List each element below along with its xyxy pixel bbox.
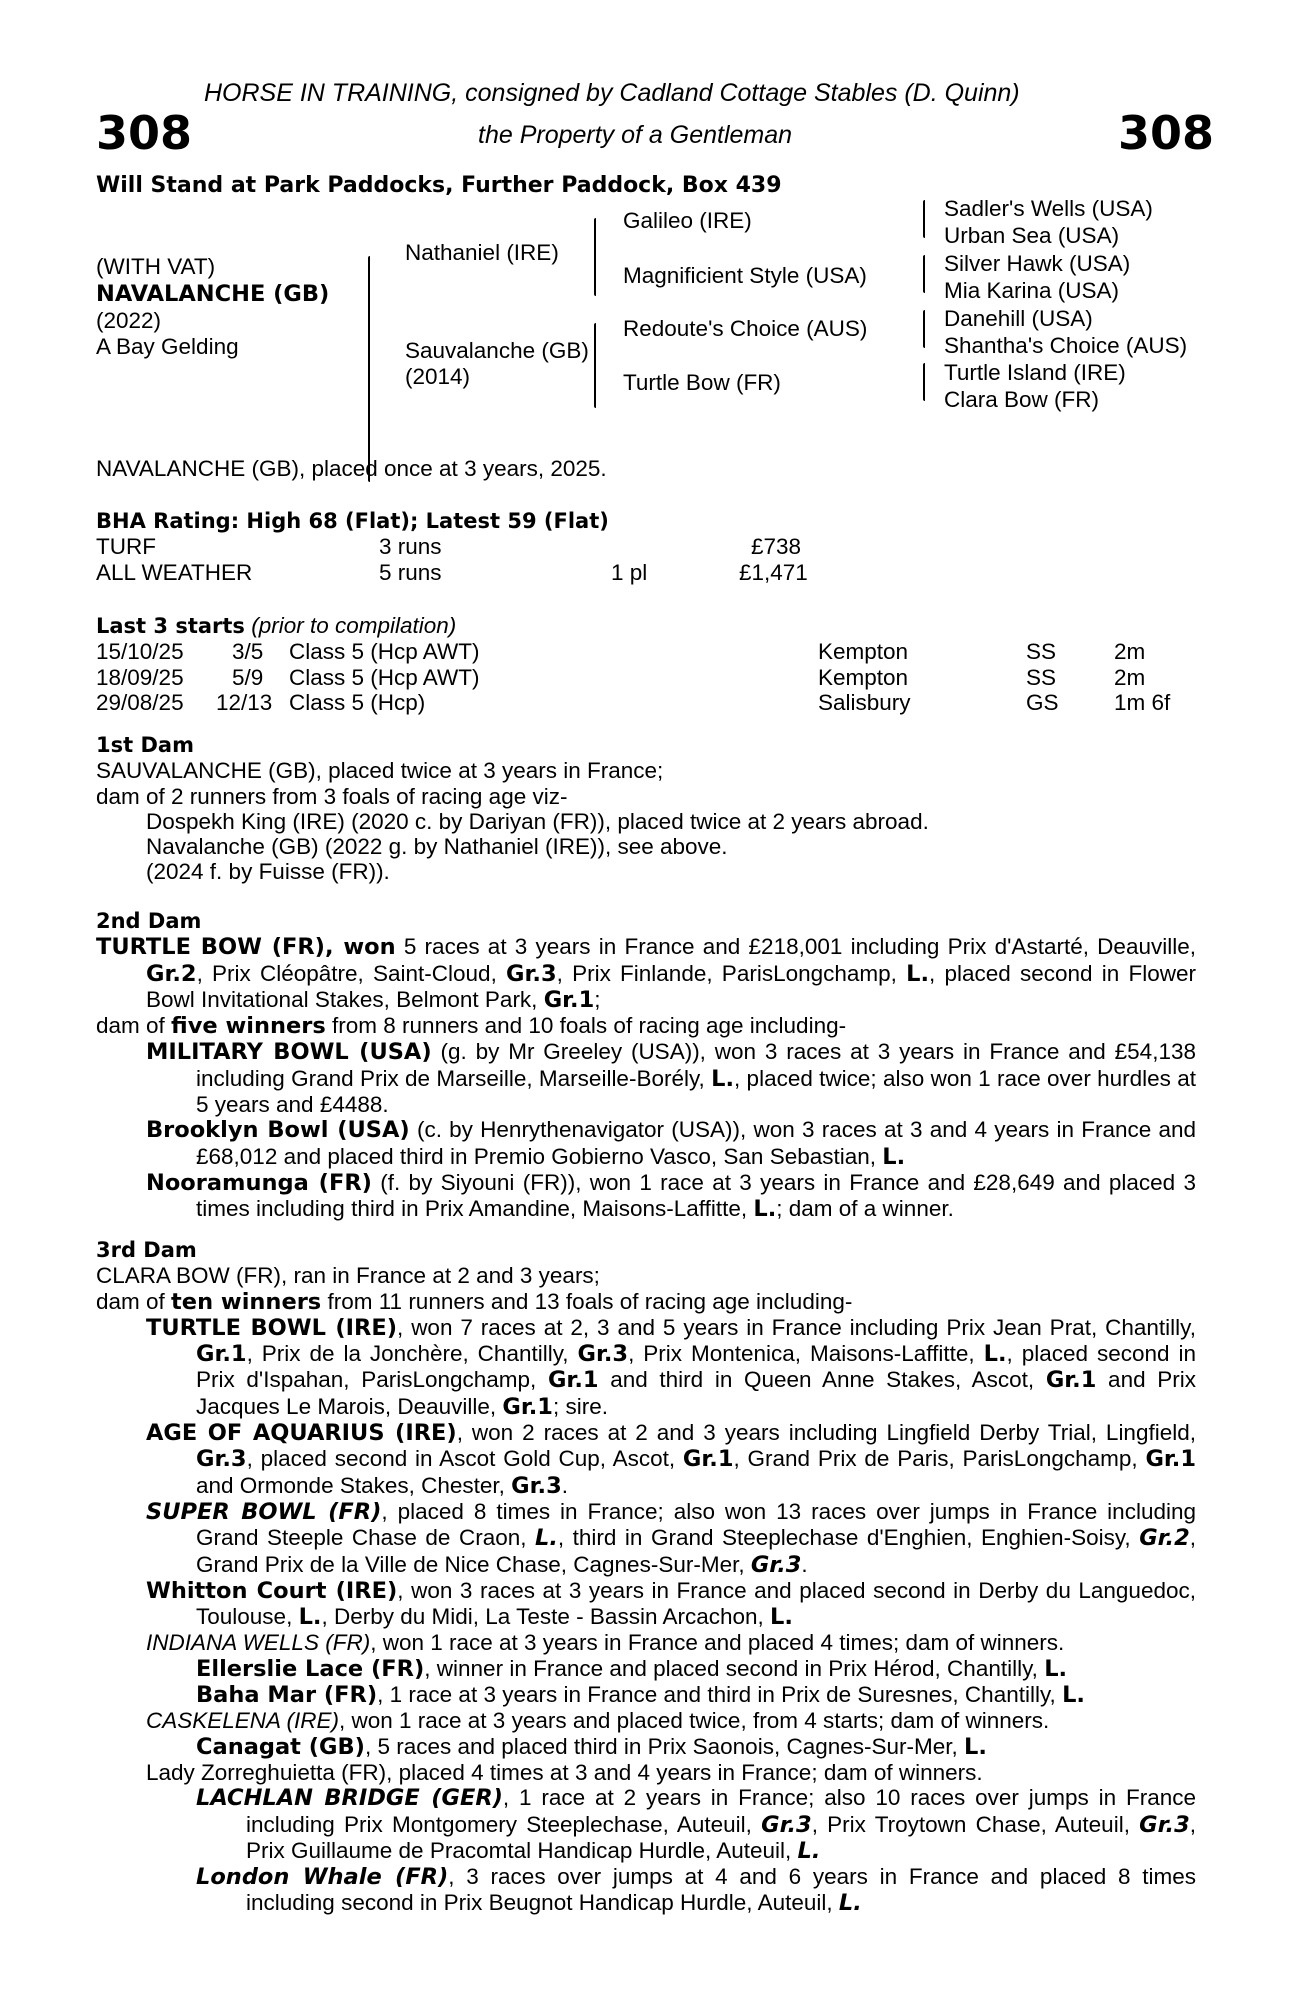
grade-label: Gr.1	[502, 1393, 553, 1420]
start-class: Class 5 (Hcp AWT)	[289, 639, 480, 665]
first-dam-title: 1st Dam	[96, 733, 194, 757]
rating-earnings: £1,471	[739, 559, 808, 585]
produce-name: Baha Mar (FR)	[196, 1682, 378, 1709]
rating-section	[96, 509, 1196, 585]
great-grandsire-4: Turtle Island (IRE)	[944, 360, 1126, 385]
produce-text: , third in Grand Steeplechase d'Enghien, Enghien-Soisy,	[557, 1525, 1140, 1551]
record-text: , Prix Cléopâtre, Saint-Cloud,	[196, 960, 507, 986]
third-dam-section	[96, 1238, 1196, 1917]
produce-name: MILITARY BOWL (USA)	[146, 1039, 432, 1066]
produce-entry	[96, 1117, 1196, 1170]
listed-label: L.	[838, 1890, 862, 1917]
grade-label: Gr.3	[750, 1551, 802, 1578]
dam-of-text: dam of	[96, 1013, 172, 1039]
produce-text: .	[561, 1472, 568, 1498]
produce-name: TURTLE BOWL (IRE)	[146, 1314, 398, 1341]
produce-entry	[96, 1420, 1196, 1499]
rating-row-turf	[96, 534, 1196, 559]
listed-label: L.	[1062, 1682, 1085, 1709]
produce-entry	[96, 1170, 1196, 1223]
consignment-line: HORSE IN TRAINING, consigned by Cadland Cottage Stables (D. Quinn)	[204, 79, 1020, 107]
grade-label: Gr.3	[196, 1446, 247, 1473]
produce-entry	[96, 1630, 1196, 1655]
brace-gg-3	[923, 310, 925, 348]
rating-runs: 3 runs	[379, 534, 442, 560]
start-position: 5/9	[232, 664, 264, 690]
rating-row-aw	[96, 560, 1196, 585]
second-dam-produce-line	[96, 1013, 1196, 1039]
produce-name: Nooramunga (FR)	[146, 1169, 372, 1196]
second-dam-name: TURTLE BOW (FR)	[96, 934, 325, 961]
rating-surface: ALL WEATHER	[96, 559, 253, 585]
produce-text: (f. by Siyouni (FR)), won 1 race at 3 years in France and £28,649 and placed 3 times including third in Prix Amandine, Maisons-Laffitte,	[196, 1169, 1197, 1222]
start-course: Kempton	[818, 639, 909, 665]
horse-name: NAVALANCHE (GB)	[96, 281, 330, 307]
produce-text: , won 7 races at 2, 3 and 5 years in France including Prix Jean Prat, Chantilly,	[397, 1314, 1196, 1340]
foaling-year: (2022)	[96, 308, 162, 333]
record-text: , placed second in Flower Bowl Invitational Stakes, Belmont Park,	[146, 960, 1196, 1012]
listed-label: L.	[906, 960, 930, 987]
lot-number-left: 308	[96, 106, 193, 160]
grade-label: Gr.3	[1139, 1811, 1190, 1838]
start-position: 3/5	[232, 639, 264, 665]
grade-label: Gr.1	[682, 1446, 734, 1473]
produce-text: ; dam of a winner.	[776, 1196, 954, 1222]
start-row	[96, 690, 1196, 715]
produce-name: SUPER BOWL (FR)	[146, 1498, 382, 1525]
grade-label: Gr.1	[547, 1367, 599, 1394]
great-granddam-2: Mia Karina (USA)	[944, 278, 1120, 303]
brace-sire-dam	[368, 256, 370, 482]
produce-text: (c. by Henrythenavigator (USA)), won 3 races at 3 and 4 years in France and £68,012 and placed third in Premio Gobierno Vasco, San Sebastian,	[196, 1117, 1197, 1169]
produce-name: LACHLAN BRIDGE (GER)	[196, 1785, 503, 1812]
produce-entry	[96, 1734, 1196, 1760]
first-dam-produce-1: Dospekh King (IRE) (2020 c. by Dariyan (FR)), placed twice at 2 years abroad.	[146, 808, 929, 834]
start-going: GS	[1026, 689, 1059, 715]
produce-entry	[96, 1499, 1196, 1578]
first-dam-line-2: dam of 2 runners from 3 foals of racing age viz-	[96, 783, 568, 809]
produce-entry	[96, 1708, 1196, 1733]
brace-sire-line	[594, 218, 596, 296]
produce-name: CASKELENA (IRE)	[146, 1708, 339, 1734]
produce-name: Brooklyn Bowl (USA)	[146, 1117, 410, 1144]
listed-label: L.	[711, 1065, 734, 1092]
produce-text: and Prix Jacques Le Marois, Deauville,	[196, 1367, 1197, 1419]
listed-label: L.	[753, 1196, 777, 1223]
third-dam-line-1: CLARA BOW (FR), ran in France at 2 and 3 years;	[96, 1263, 600, 1289]
produce-entry	[96, 1864, 1196, 1917]
produce-text: , 5 races and placed third in Prix Saonois, Cagnes-Sur-Mer,	[364, 1733, 965, 1759]
second-dam-section	[96, 909, 1196, 1223]
rating-runs: 5 runs	[379, 559, 442, 585]
property-line: the Property of a Gentleman	[478, 121, 793, 149]
grade-label: Gr.1	[1045, 1367, 1097, 1394]
first-dam-produce-3: (2024 f. by Fuisse (FR)).	[146, 859, 390, 885]
record-text: 5 races at 3 years in France and £218,001 including Prix d'Astarté, Deauville,	[395, 934, 1196, 960]
last-starts-section	[96, 613, 1196, 715]
start-date: 29/08/25	[96, 689, 184, 715]
produce-text: , Prix Troytown Chase, Auteuil,	[811, 1811, 1140, 1837]
produce-text: and Ormonde Stakes, Chester,	[196, 1472, 512, 1498]
listed-label: L.	[535, 1525, 558, 1552]
produce-text: , 3 races over jumps at 4 and 6 years in France and placed 8 times including second in Prix Beugnot Handicap Hurdle, Auteuil,	[246, 1864, 1196, 1916]
listed-label: L.	[882, 1143, 906, 1170]
produce-name: Ellerslie Lace (FR)	[196, 1655, 425, 1682]
dam: Sauvalanche (GB)	[405, 338, 589, 363]
horse-description: A Bay Gelding	[96, 334, 239, 359]
produce-text: , 1 race at 2 years in France; also 10 races over jumps in France including Prix Montgomery Steeplechase, Auteuil,	[246, 1785, 1196, 1837]
start-date: 15/10/25	[96, 639, 184, 665]
produce-text: .	[801, 1551, 808, 1577]
vat-note: (WITH VAT)	[96, 254, 216, 279]
grade-label: Gr.3	[577, 1341, 629, 1368]
dam-year: (2014)	[405, 364, 471, 389]
listed-label: L.	[983, 1341, 1007, 1368]
grade-label: Gr.2	[1139, 1525, 1190, 1552]
produce-text: , placed 8 times in France; also won 13 races over jumps in France including Grand Steeple Chase de Craon,	[196, 1498, 1196, 1551]
start-course: Salisbury	[818, 689, 911, 715]
dam-of-text: from 11 runners and 13 foals of racing age including-	[321, 1288, 853, 1314]
produce-text: (g. by Mr Greeley (USA)), won 3 races at 3 years in France and £54,138 including Grand Prix de Marseille, Marseille-Borély,	[196, 1039, 1196, 1091]
granddam-2: Turtle Bow (FR)	[623, 370, 781, 395]
produce-entry	[96, 1785, 1196, 1864]
listed-label: L.	[298, 1604, 322, 1631]
produce-text: , won 1 race at 3 years and placed twice, from 4 starts; dam of winners.	[338, 1708, 1050, 1734]
produce-text: , Grand Prix de la Ville de Nice Chase, Cagnes-Sur-Mer,	[196, 1525, 1197, 1577]
grade-label: Gr.1	[196, 1341, 247, 1368]
brace-gg-4	[923, 363, 925, 401]
last-starts-header	[96, 613, 1196, 639]
produce-text: , won 2 races at 2 and 3 years including Lingfield Derby Trial, Lingfield,	[456, 1420, 1196, 1446]
listed-label: L.	[964, 1733, 987, 1760]
produce-entry	[96, 1682, 1196, 1708]
produce-entry	[96, 1315, 1196, 1420]
third-dam-produce-line	[96, 1289, 1196, 1315]
start-going: SS	[1026, 664, 1057, 690]
produce-text: , Derby du Midi, La Teste - Bassin Arcachon,	[321, 1604, 771, 1630]
grade-label: Gr.3	[761, 1811, 812, 1838]
record-text: , Prix Finlande, ParisLongchamp,	[556, 960, 907, 986]
produce-entry	[96, 1039, 1196, 1117]
listed-label: L.	[1044, 1655, 1068, 1682]
race-summary: NAVALANCHE (GB), placed once at 3 years, 2025.	[96, 456, 607, 481]
last-starts-title: Last 3 starts	[96, 614, 245, 638]
start-date: 18/09/25	[96, 664, 184, 690]
granddam-1: Magnificient Style (USA)	[623, 263, 867, 288]
produce-text: , placed second in Prix d'Ispahan, ParisLongchamp,	[196, 1341, 1196, 1393]
great-granddam-3: Shantha's Choice (AUS)	[944, 333, 1188, 358]
start-row	[96, 665, 1196, 690]
lot-number-right: 308	[1118, 106, 1215, 160]
first-dam-section	[96, 733, 1196, 885]
start-position: 12/13	[216, 689, 273, 715]
produce-entry: Lady Zorreghuietta (FR), placed 4 times at 3 and 4 years in France; dam of winners.	[146, 1759, 983, 1785]
produce-text: , winner in France and placed second in Prix Hérod, Chantilly,	[424, 1655, 1045, 1681]
produce-name: AGE OF AQUARIUS (IRE)	[146, 1420, 457, 1447]
produce-text: , Prix de la Jonchère, Chantilly,	[246, 1341, 578, 1367]
grade-label: Gr.3	[511, 1472, 562, 1499]
won-label: , won	[324, 934, 396, 961]
sire: Nathaniel (IRE)	[405, 240, 559, 265]
produce-entry	[96, 1578, 1196, 1631]
produce-text: , Prix Montenica, Maisons-Laffitte,	[628, 1341, 984, 1367]
second-dam-paragraph	[96, 934, 1196, 1013]
produce-name: London Whale (FR)	[196, 1864, 449, 1891]
brace-dam-line	[594, 323, 596, 408]
grade-label: Gr.1	[1145, 1446, 1196, 1473]
last-starts-note: (prior to compilation)	[251, 613, 457, 638]
grade-label: Gr.1	[543, 986, 595, 1013]
produce-text: , Grand Prix de Paris, ParisLongchamp,	[733, 1446, 1146, 1472]
record-text: ;	[594, 986, 601, 1012]
third-dam-title: 3rd Dam	[96, 1238, 197, 1262]
winners-count: ten winners	[171, 1288, 322, 1315]
grade-label: Gr.3	[506, 960, 557, 987]
start-row	[96, 639, 1196, 664]
listed-label: L.	[770, 1604, 793, 1631]
dam-of-text: from 8 runners and 10 foals of racing age including-	[325, 1013, 847, 1039]
produce-name: INDIANA WELLS (FR)	[146, 1630, 371, 1656]
great-granddam-1: Urban Sea (USA)	[944, 223, 1120, 248]
grade-label: Gr.2	[146, 960, 197, 987]
start-distance: 2m	[1114, 664, 1146, 690]
rating-earnings: £738	[751, 534, 802, 560]
first-dam-produce-2: Navalanche (GB) (2022 g. by Nathaniel (IRE)), see above.	[146, 834, 728, 860]
grandsire-2: Redoute's Choice (AUS)	[623, 316, 868, 341]
grandsire-1: Galileo (IRE)	[623, 208, 752, 233]
start-distance: 1m 6f	[1114, 689, 1171, 715]
great-grandsire-2: Silver Hawk (USA)	[944, 251, 1131, 276]
rating-placed: 1 pl	[611, 559, 648, 585]
dam-of-text: dam of	[96, 1288, 172, 1314]
brace-gg-2	[923, 255, 925, 293]
produce-text: , won 1 race at 3 years in France and placed 4 times; dam of winners.	[370, 1630, 1065, 1656]
produce-entry	[96, 1656, 1196, 1682]
rating-surface: TURF	[96, 534, 156, 560]
produce-text: , won 3 races at 3 years in France and placed second in Derby du Languedoc, Toulouse,	[196, 1577, 1196, 1630]
second-dam-title: 2nd Dam	[96, 909, 202, 933]
produce-text: , 1 race at 3 years in France and third in Prix de Suresnes, Chantilly,	[377, 1682, 1063, 1708]
produce-text: , placed second in Ascot Gold Cup, Ascot,	[246, 1446, 683, 1472]
start-class: Class 5 (Hcp AWT)	[289, 664, 480, 690]
start-going: SS	[1026, 639, 1057, 665]
great-grandsire-1: Sadler's Wells (USA)	[944, 196, 1153, 221]
produce-name: Whitton Court (IRE)	[146, 1577, 398, 1604]
brace-gg-1	[923, 200, 925, 238]
first-dam-line-1: SAUVALANCHE (GB), placed twice at 3 years in France;	[96, 758, 664, 784]
rating-title: BHA Rating: High 68 (Flat); Latest 59 (Flat)	[96, 509, 609, 533]
great-grandsire-3: Danehill (USA)	[944, 306, 1093, 331]
stand-line: Will Stand at Park Paddocks, Further Paddock, Box 439	[96, 173, 782, 198]
start-course: Kempton	[818, 664, 909, 690]
produce-text: and third in Queen Anne Stakes, Ascot,	[598, 1367, 1046, 1393]
start-class: Class 5 (Hcp)	[289, 689, 426, 715]
produce-text: , placed twice; also won 1 race over hurdles at 5 years and £4488.	[196, 1065, 1196, 1118]
listed-label: L.	[797, 1837, 821, 1864]
winners-count: five winners	[171, 1013, 326, 1040]
great-granddam-4: Clara Bow (FR)	[944, 387, 1100, 412]
produce-name: Canagat (GB)	[196, 1733, 365, 1760]
start-distance: 2m	[1114, 639, 1146, 665]
produce-text: ; sire.	[552, 1393, 608, 1419]
produce-text: , Prix Guillaume de Pracomtal Handicap Hurdle, Auteuil,	[246, 1811, 1196, 1863]
